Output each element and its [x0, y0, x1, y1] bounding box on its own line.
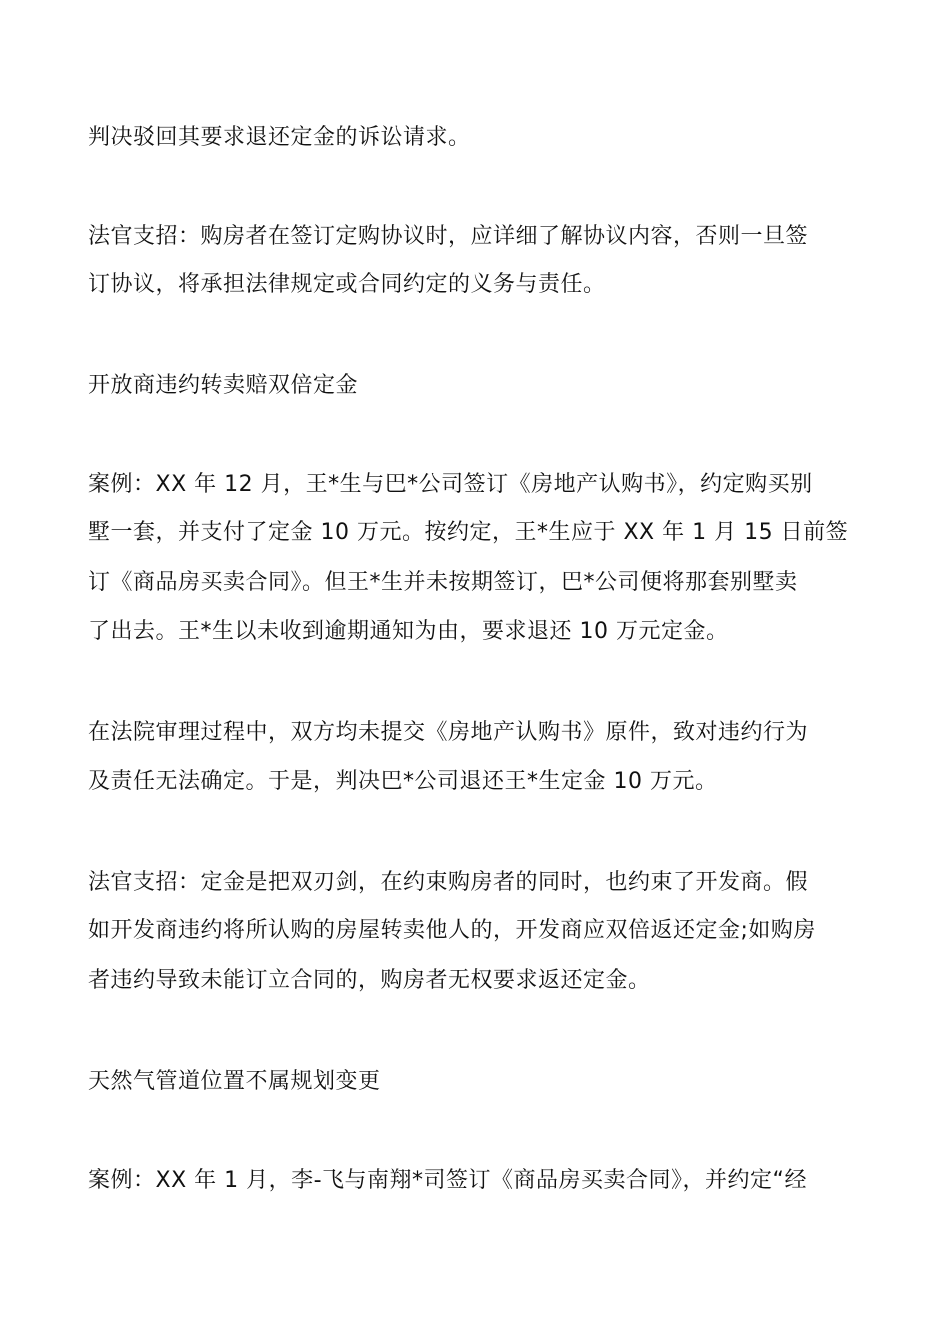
text-line: 如开发商违约将所认购的房屋转卖他人的，开发商应双倍返还定金;如购房	[88, 918, 816, 943]
section-heading: 天然气管道位置不属规划变更	[88, 1069, 381, 1094]
text-line: 及责任无法确定。于是，判决巴*公司退还王*生定金 10 万元。	[88, 769, 718, 794]
text-line: 了出去。王*生以未收到逾期通知为由，要求退还 10 万元定金。	[88, 619, 729, 644]
section-heading: 开放商违约转卖赔双倍定金	[88, 373, 359, 398]
text-line: 法官支招：定金是把双刃剑，在约束购房者的同时，也约束了开发商。假	[88, 870, 809, 895]
text-line: 法官支招：购房者在签订定购协议时，应详细了解协议内容，否则一旦签	[88, 224, 809, 249]
text-line: 判决驳回其要求退还定金的诉讼请求。	[88, 125, 471, 150]
text-line: 者违约导致未能订立合同的，购房者无权要求返还定金。	[88, 968, 651, 993]
text-line: 订协议，将承担法律规定或合同约定的义务与责任。	[88, 272, 606, 297]
text-line: 墅一套，并支付了定金 10 万元。按约定，王*生应于 XX 年 1 月 15 日前签	[88, 520, 849, 545]
text-line: 案例：XX 年 12 月，王*生与巴*公司签订《房地产认购书》，约定购买别	[88, 472, 813, 497]
text-line: 案例：XX 年 1 月，李-飞与南翔*司签订《商品房买卖合同》，并约定“经	[88, 1168, 807, 1193]
text-line: 在法院审理过程中，双方均未提交《房地产认购书》原件，致对违约行为	[88, 720, 809, 745]
text-line: 订《商品房买卖合同》。但王*生并未按期签订，巴*公司便将那套别墅卖	[88, 570, 798, 595]
